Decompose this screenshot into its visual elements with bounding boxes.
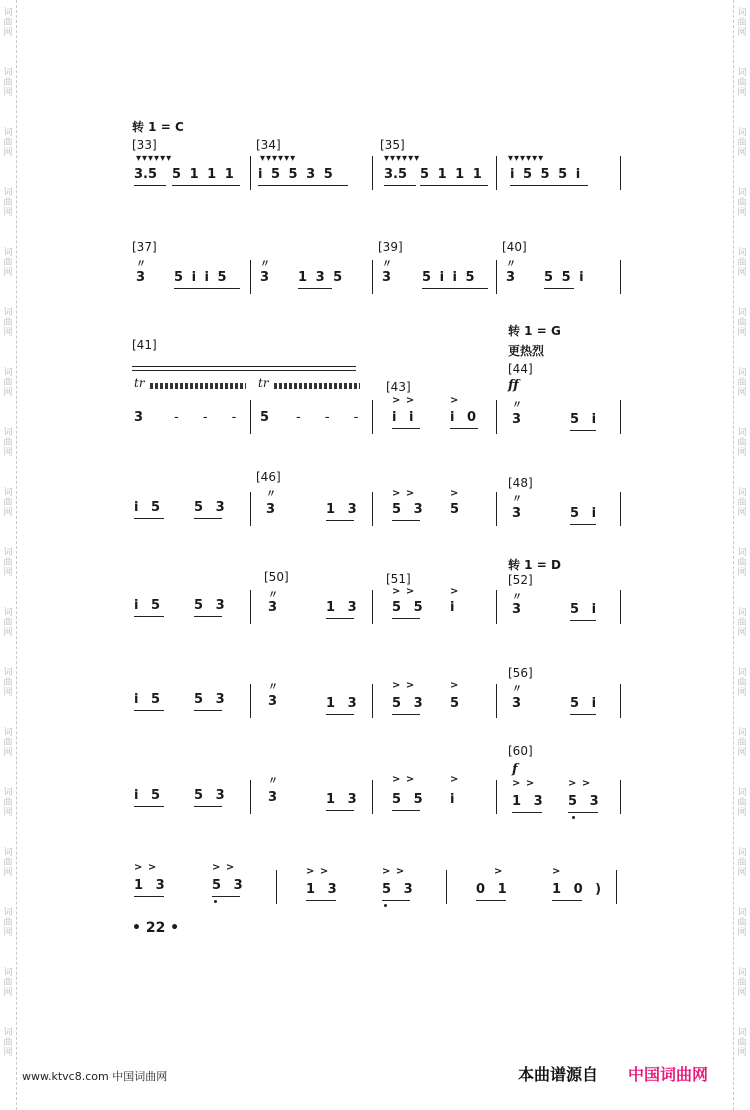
note-group: 1 3 (134, 878, 169, 893)
measure-60: [60] (508, 744, 533, 758)
dynamic-f: f (512, 762, 518, 777)
note: i (450, 600, 455, 615)
measure-50: [50] (264, 570, 289, 584)
watermark-glyphs: 词 曲 网 (3, 188, 13, 218)
watermark-glyphs: 词 曲 网 (737, 68, 747, 98)
measure-34: [34] (256, 138, 281, 152)
measure-41: [41] (132, 338, 157, 352)
note: 3 (266, 502, 276, 517)
key-change-d: 转 1 = D (508, 558, 561, 572)
note-group: 3.5 (384, 167, 408, 182)
key-change-g: 转 1 = G (508, 324, 561, 338)
note-group: 5 3 (382, 882, 417, 897)
watermark-glyphs: 词 曲 网 (737, 968, 747, 998)
accent-marks: > > (212, 862, 236, 873)
accent-mark: > (450, 680, 460, 691)
watermark-glyphs: 词 曲 网 (737, 608, 747, 638)
watermark-glyphs: 词 曲 网 (3, 248, 13, 278)
watermark-glyphs: 词 曲 网 (3, 788, 13, 818)
staccato-marks: ▾▾▾▾▾▾ (260, 153, 297, 164)
note-group: i 5 5 5 i (510, 167, 583, 182)
watermark-glyphs: 词 曲 网 (737, 1028, 747, 1058)
note: 3 (512, 696, 522, 711)
note-group: 5 3 (392, 696, 427, 711)
trill-mark: tr (258, 376, 269, 390)
watermark-glyphs: 词 曲 网 (3, 368, 13, 398)
footer-site: www.ktvc8.com 中国词曲网 (22, 1070, 168, 1083)
watermark-glyphs: 词 曲 网 (3, 848, 13, 878)
watermark-glyphs: 词 曲 网 (3, 128, 13, 158)
accent-mark: > (552, 866, 562, 877)
note-group: 1 3 5 (298, 270, 345, 285)
accent-marks: > > (392, 680, 416, 691)
measure-39: [39] (378, 240, 403, 254)
staccato-marks: ▾▾▾▾▾▾ (136, 153, 173, 164)
page-number: • 22 • (132, 920, 180, 936)
watermark-glyphs: 词 曲 网 (3, 488, 13, 518)
measure-48: [48] (508, 476, 533, 490)
note-group: 5 3 (194, 598, 229, 613)
note-group: 1 3 (326, 696, 361, 711)
note-group: 5 5 (392, 792, 427, 807)
note: 3 (268, 790, 278, 805)
tempo-expression: 更热烈 (508, 344, 545, 358)
dynamic-ff: ff (508, 378, 519, 393)
note-group: 5 5 i (544, 270, 586, 285)
accent-mark: > (494, 866, 504, 877)
accent-marks: > > (392, 586, 416, 597)
note-group: i 5 (134, 598, 165, 613)
tremolo-mark: 〃 (512, 592, 523, 603)
note-group: i 5 (134, 788, 165, 803)
note: 3 (134, 410, 144, 425)
measure-56: [56] (508, 666, 533, 680)
note-group: 5 3 (194, 500, 229, 515)
watermark-glyphs: 词 曲 网 (737, 728, 747, 758)
measure-51: [51] (386, 572, 411, 586)
watermark-glyphs: 词 曲 网 (737, 548, 747, 578)
note: 5 (260, 410, 270, 425)
note-group: 5 1 1 1 (172, 167, 236, 182)
note-group: 5 i (570, 696, 601, 711)
tremolo-mark: 〃 (512, 494, 523, 505)
accent-marks: > > (568, 778, 592, 789)
measure-37: [37] (132, 240, 157, 254)
accent-marks: > > (392, 488, 416, 499)
note-group: 5 i (570, 602, 601, 617)
accent-mark: > (450, 586, 460, 597)
watermark-glyphs: 词 曲 网 (3, 428, 13, 458)
tremolo-mark: 〃 (506, 259, 517, 270)
watermark-glyphs: 词 曲 网 (3, 908, 13, 938)
measure-33: [33] (132, 138, 157, 152)
note-group: 5 i (570, 412, 601, 427)
sustain-dashes: - - - (296, 410, 369, 425)
accent-marks: > > (134, 862, 158, 873)
note: 5 (450, 696, 460, 711)
watermark-glyphs: 词 曲 网 (3, 668, 13, 698)
watermark-glyphs: 词 曲 网 (737, 788, 747, 818)
measure-44: [44] (508, 362, 533, 376)
tremolo-mark: 〃 (512, 400, 523, 411)
watermark-glyphs: 词 曲 网 (3, 68, 13, 98)
tremolo-mark: 〃 (266, 489, 277, 500)
note-group: 5 1 1 1 (420, 167, 484, 182)
note-group: 5 3 (212, 878, 247, 893)
accent-marks: > > (392, 774, 416, 785)
tremolo-mark: 〃 (512, 684, 523, 695)
note: 3 (260, 270, 270, 285)
note: 3 (512, 602, 522, 617)
note-group: 0 1 (476, 882, 511, 897)
watermark-glyphs: 词 曲 网 (3, 1028, 13, 1058)
note-group: 5 3 (194, 692, 229, 707)
note: 3 (268, 600, 278, 615)
note-group: 5 3 (568, 794, 603, 809)
note: 3 (506, 270, 516, 285)
staccato-marks: ▾▾▾▾▾▾ (508, 153, 545, 164)
accent-mark: > (450, 774, 460, 785)
note: 5 (450, 502, 460, 517)
note: i (450, 792, 455, 807)
footer-source: 本曲谱源自 (518, 1065, 599, 1084)
watermark-glyphs: 词 曲 网 (737, 488, 747, 518)
measure-40: [40] (502, 240, 527, 254)
note-group: i 5 (134, 692, 165, 707)
sustain-dashes: - - - (174, 410, 247, 425)
note-group: 5 i (570, 506, 601, 521)
watermark-glyphs: 词 曲 网 (737, 128, 747, 158)
accent-marks: > > (512, 778, 536, 789)
tremolo-mark: 〃 (268, 776, 279, 787)
footer-brand: 中国词曲网 (628, 1065, 709, 1084)
note-group: 5 i i 5 (174, 270, 229, 285)
measure-52: [52] (508, 573, 533, 587)
note: 3 (268, 694, 278, 709)
watermark-glyphs: 词 曲 网 (3, 608, 13, 638)
measure-35: [35] (380, 138, 405, 152)
trill-mark: tr (134, 376, 145, 390)
right-watermark-strip (733, 0, 750, 1110)
note-group: 1 0 ) (552, 882, 606, 897)
note-group: i 0 (450, 410, 481, 425)
note-group: 1 3 (512, 794, 547, 809)
note: 3 (136, 270, 146, 285)
note-group: i i (392, 410, 418, 425)
note: 3 (512, 506, 522, 521)
tremolo-mark: 〃 (268, 682, 279, 693)
note: 3 (382, 270, 392, 285)
watermark-glyphs: 词 曲 网 (3, 968, 13, 998)
watermark-glyphs: 词 曲 网 (3, 728, 13, 758)
note-group: 3.5 (134, 167, 158, 182)
note-group: 5 i i 5 (422, 270, 477, 285)
watermark-glyphs: 词 曲 网 (737, 428, 747, 458)
tremolo-mark: 〃 (136, 259, 147, 270)
watermark-glyphs: 词 曲 网 (737, 248, 747, 278)
accent-mark: > (450, 488, 460, 499)
staccato-marks: ▾▾▾▾▾▾ (384, 153, 421, 164)
note-group: 1 3 (326, 600, 361, 615)
accent-marks: > > (306, 866, 330, 877)
accent-marks: > > (392, 395, 416, 406)
accent-marks: > > (382, 866, 406, 877)
measure-43: [43] (386, 380, 411, 394)
accent-mark: > (450, 395, 460, 406)
watermark-glyphs: 词 曲 网 (737, 308, 747, 338)
watermark-glyphs: 词 曲 网 (737, 848, 747, 878)
note-group: 1 3 (306, 882, 341, 897)
note-group: i 5 (134, 500, 165, 515)
note-group: 1 3 (326, 792, 361, 807)
note-group: 5 3 (194, 788, 229, 803)
watermark-glyphs: 词 曲 网 (737, 8, 747, 38)
watermark-glyphs: 词 曲 网 (737, 668, 747, 698)
note-group: 5 5 (392, 600, 427, 615)
note-group: 5 3 (392, 502, 427, 517)
measure-46: [46] (256, 470, 281, 484)
tremolo-mark: 〃 (260, 259, 271, 270)
watermark-glyphs: 词 曲 网 (3, 8, 13, 38)
watermark-glyphs: 词 曲 网 (737, 188, 747, 218)
left-watermark-strip (0, 0, 17, 1110)
watermark-glyphs: 词 曲 网 (737, 908, 747, 938)
note-group: 1 3 (326, 502, 361, 517)
watermark-glyphs: 词 曲 网 (3, 308, 13, 338)
note: 3 (512, 412, 522, 427)
note-group: i 5 5 3 5 (258, 167, 335, 182)
key-change-c: 转 1 = C (132, 120, 184, 134)
tremolo-mark: 〃 (382, 259, 393, 270)
tremolo-mark: 〃 (268, 590, 279, 601)
watermark-glyphs: 词 曲 网 (3, 548, 13, 578)
watermark-glyphs: 词 曲 网 (737, 368, 747, 398)
